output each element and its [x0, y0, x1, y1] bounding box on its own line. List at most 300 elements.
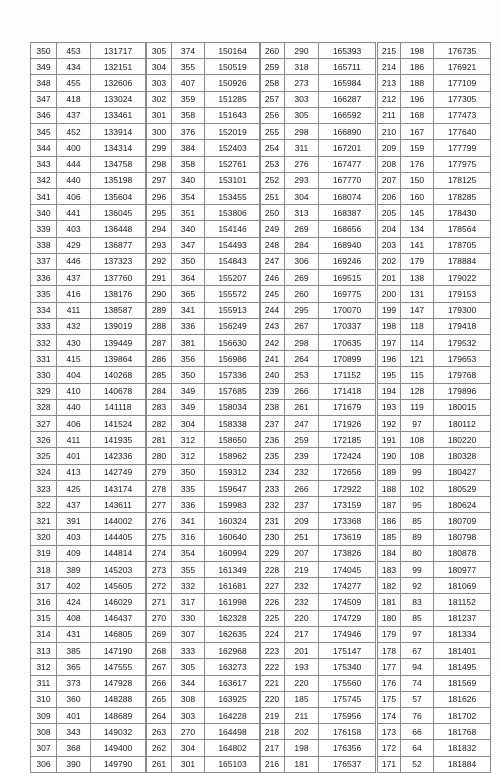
cumulative-cell: 181884: [434, 756, 491, 772]
table-row: [378, 643, 491, 659]
cumulative-cell: 145605: [91, 578, 146, 594]
cumulative-cell: 134314: [91, 140, 146, 156]
count-cell: 312: [172, 432, 205, 448]
cumulative-cell: 144814: [91, 545, 146, 561]
table-row: [31, 724, 146, 740]
table-row: [31, 270, 146, 286]
count-cell: 401: [57, 707, 91, 723]
count-cell: 266: [285, 480, 319, 496]
table-row: [260, 562, 376, 578]
score-cell: 244: [260, 302, 285, 318]
score-cell: 275: [147, 529, 172, 545]
cumulative-cell: 172185: [319, 432, 376, 448]
cumulative-cell: 160324: [205, 513, 261, 529]
count-cell: 211: [285, 707, 319, 723]
score-cell: 337: [31, 253, 57, 269]
cumulative-cell: 178564: [434, 221, 491, 237]
score-cell: 331: [31, 351, 57, 367]
table-row: [260, 237, 376, 253]
count-cell: 356: [172, 351, 205, 367]
count-cell: 232: [285, 578, 319, 594]
score-cell: 307: [31, 740, 57, 756]
table-row: [31, 610, 146, 626]
score-cell: 322: [31, 497, 57, 513]
table-row: [147, 351, 261, 367]
table-row: [378, 756, 491, 772]
score-cell: 347: [31, 91, 57, 107]
count-cell: 239: [285, 448, 319, 464]
count-cell: 365: [172, 286, 205, 302]
table-row: [31, 545, 146, 561]
count-cell: 304: [172, 740, 205, 756]
table-row: [260, 448, 376, 464]
count-cell: 340: [172, 172, 205, 188]
table-row: [378, 156, 491, 172]
count-cell: 437: [57, 107, 91, 123]
count-cell: 121: [401, 351, 434, 367]
table-row: [378, 383, 491, 399]
cumulative-cell: 173159: [319, 497, 376, 513]
cumulative-cell: 161349: [205, 562, 261, 578]
count-cell: 332: [172, 578, 205, 594]
table-row: [147, 140, 261, 156]
cumulative-cell: 180220: [434, 432, 491, 448]
table-row: [147, 318, 261, 334]
count-cell: 108: [401, 448, 434, 464]
count-cell: 97: [401, 416, 434, 432]
score-cell: 222: [260, 659, 285, 675]
table-row: [378, 416, 491, 432]
count-cell: 188: [401, 75, 434, 91]
count-cell: 269: [285, 221, 319, 237]
score-cell: 241: [260, 351, 285, 367]
count-cell: 373: [57, 675, 91, 691]
cumulative-cell: 158338: [205, 416, 261, 432]
count-cell: 360: [57, 691, 91, 707]
table-row: [378, 513, 491, 529]
table-row: [378, 659, 491, 675]
cumulative-cell: 177305: [434, 91, 491, 107]
cumulative-cell: 137323: [91, 253, 146, 269]
cumulative-cell: 140268: [91, 367, 146, 383]
cumulative-cell: 181069: [434, 578, 491, 594]
table-row: [378, 691, 491, 707]
score-cell: 230: [260, 529, 285, 545]
table-row: [147, 545, 261, 561]
table-row: [260, 643, 376, 659]
table-row: [378, 75, 491, 91]
table-row: [31, 691, 146, 707]
table-row: [147, 740, 261, 756]
score-cell: 203: [378, 237, 401, 253]
score-cell: 193: [378, 399, 401, 415]
table-row: [147, 497, 261, 513]
cumulative-cell: 146437: [91, 610, 146, 626]
count-cell: 85: [401, 610, 434, 626]
cumulative-cell: 157336: [205, 367, 261, 383]
table-row: [378, 724, 491, 740]
count-cell: 119: [401, 399, 434, 415]
score-cell: 323: [31, 480, 57, 496]
cumulative-cell: 156630: [205, 334, 261, 350]
score-cell: 173: [378, 724, 401, 740]
cumulative-cell: 131717: [91, 43, 146, 59]
score-cell: 174: [378, 707, 401, 723]
score-cell: 336: [31, 270, 57, 286]
cumulative-cell: 178125: [434, 172, 491, 188]
cumulative-cell: 132606: [91, 75, 146, 91]
count-cell: 381: [172, 334, 205, 350]
count-cell: 217: [285, 626, 319, 642]
count-cell: 57: [401, 691, 434, 707]
cumulative-cell: 146805: [91, 626, 146, 642]
count-cell: 181: [285, 756, 319, 772]
score-cell: 243: [260, 318, 285, 334]
cumulative-cell: 137760: [91, 270, 146, 286]
score-cell: 329: [31, 383, 57, 399]
score-cell: 196: [378, 351, 401, 367]
cumulative-cell: 180878: [434, 545, 491, 561]
score-cell: 215: [378, 43, 401, 59]
table-row: [260, 626, 376, 642]
score-cell: 180: [378, 610, 401, 626]
score-cell: 269: [147, 626, 172, 642]
score-cell: 342: [31, 172, 57, 188]
score-cell: 317: [31, 578, 57, 594]
count-cell: 336: [172, 497, 205, 513]
cumulative-cell: 181401: [434, 643, 491, 659]
table-row: [147, 659, 261, 675]
count-cell: 358: [172, 107, 205, 123]
count-cell: 453: [57, 43, 91, 59]
table-row: [147, 480, 261, 496]
cumulative-cell: 154493: [205, 237, 261, 253]
count-cell: 102: [401, 480, 434, 496]
count-cell: 415: [57, 351, 91, 367]
table-row: [147, 253, 261, 269]
table-row: [31, 464, 146, 480]
table-row: [260, 497, 376, 513]
table-row: [260, 124, 376, 140]
table-row: [31, 756, 146, 772]
score-cell: 348: [31, 75, 57, 91]
score-cell: 219: [260, 707, 285, 723]
table-row: [31, 399, 146, 415]
count-cell: 429: [57, 237, 91, 253]
score-cell: 270: [147, 610, 172, 626]
count-cell: 273: [285, 75, 319, 91]
score-cell: 201: [378, 270, 401, 286]
cumulative-cell: 178884: [434, 253, 491, 269]
count-cell: 355: [172, 562, 205, 578]
table-row: [260, 107, 376, 123]
cumulative-cell: 160640: [205, 529, 261, 545]
table-row: [378, 124, 491, 140]
count-cell: 437: [57, 270, 91, 286]
table-row: [147, 221, 261, 237]
table-row: [147, 610, 261, 626]
count-cell: 253: [285, 367, 319, 383]
count-cell: 418: [57, 91, 91, 107]
count-cell: 390: [57, 756, 91, 772]
cumulative-cell: 180112: [434, 416, 491, 432]
table-row: [147, 188, 261, 204]
table-row: [147, 270, 261, 286]
count-cell: 341: [172, 302, 205, 318]
table-row: [31, 75, 146, 91]
score-cell: 260: [260, 43, 285, 59]
count-cell: 350: [172, 464, 205, 480]
score-table-column-2: [146, 42, 261, 773]
table-row: [260, 188, 376, 204]
cumulative-cell: 167477: [319, 156, 376, 172]
table-row: [31, 740, 146, 756]
table-row: [378, 237, 491, 253]
count-cell: 74: [401, 675, 434, 691]
score-cell: 274: [147, 545, 172, 561]
table-row: [260, 172, 376, 188]
count-cell: 403: [57, 529, 91, 545]
table-row: [378, 707, 491, 723]
count-cell: 317: [172, 594, 205, 610]
score-cell: 177: [378, 659, 401, 675]
score-cell: 325: [31, 448, 57, 464]
cumulative-cell: 149400: [91, 740, 146, 756]
table-row: [31, 416, 146, 432]
count-cell: 150: [401, 172, 434, 188]
count-cell: 316: [172, 529, 205, 545]
cumulative-cell: 165984: [319, 75, 376, 91]
cumulative-cell: 155207: [205, 270, 261, 286]
cumulative-cell: 181569: [434, 675, 491, 691]
score-cell: 343: [31, 156, 57, 172]
cumulative-cell: 145203: [91, 562, 146, 578]
count-cell: 115: [401, 367, 434, 383]
table-row: [31, 513, 146, 529]
table-row: [378, 432, 491, 448]
cumulative-cell: 138587: [91, 302, 146, 318]
table-row: [31, 172, 146, 188]
cumulative-cell: 156249: [205, 318, 261, 334]
table-row: [31, 529, 146, 545]
cumulative-cell: 166890: [319, 124, 376, 140]
score-cell: 226: [260, 594, 285, 610]
table-row: [31, 675, 146, 691]
score-cell: 339: [31, 221, 57, 237]
count-cell: 198: [401, 43, 434, 59]
count-cell: 313: [285, 205, 319, 221]
score-cell: 296: [147, 188, 172, 204]
score-table-column-4: [377, 42, 491, 773]
score-cell: 320: [31, 529, 57, 545]
score-cell: 278: [147, 480, 172, 496]
count-cell: 138: [401, 270, 434, 286]
score-cell: 220: [260, 691, 285, 707]
score-cell: 256: [260, 107, 285, 123]
cumulative-cell: 147928: [91, 675, 146, 691]
count-cell: 185: [285, 691, 319, 707]
score-cell: 332: [31, 334, 57, 350]
cumulative-cell: 168656: [319, 221, 376, 237]
count-cell: 259: [285, 432, 319, 448]
table-row: [31, 367, 146, 383]
score-cell: 261: [147, 756, 172, 772]
count-cell: 201: [285, 643, 319, 659]
score-cell: 191: [378, 432, 401, 448]
count-cell: 440: [57, 172, 91, 188]
table-row: [378, 302, 491, 318]
score-cell: 199: [378, 302, 401, 318]
cumulative-cell: 170899: [319, 351, 376, 367]
table-row: [147, 432, 261, 448]
cumulative-cell: 178285: [434, 188, 491, 204]
cumulative-cell: 144405: [91, 529, 146, 545]
table-row: [31, 124, 146, 140]
table-row: [378, 578, 491, 594]
count-cell: 441: [57, 205, 91, 221]
cumulative-cell: 179300: [434, 302, 491, 318]
count-cell: 293: [285, 172, 319, 188]
cumulative-cell: 155572: [205, 286, 261, 302]
cumulative-cell: 177640: [434, 124, 491, 140]
score-cell: 176: [378, 675, 401, 691]
cumulative-cell: 177109: [434, 75, 491, 91]
table-row: [378, 107, 491, 123]
table-row: [31, 643, 146, 659]
score-cell: 198: [378, 318, 401, 334]
cumulative-cell: 153101: [205, 172, 261, 188]
score-cell: 216: [260, 756, 285, 772]
table-row: [31, 351, 146, 367]
table-row: [260, 464, 376, 480]
cumulative-cell: 173368: [319, 513, 376, 529]
table-row: [147, 643, 261, 659]
cumulative-cell: 179153: [434, 286, 491, 302]
score-cell: 330: [31, 367, 57, 383]
table-row: [147, 237, 261, 253]
cumulative-cell: 162968: [205, 643, 261, 659]
table-row: [260, 334, 376, 350]
table-row: [147, 691, 261, 707]
count-cell: 312: [172, 448, 205, 464]
count-cell: 76: [401, 707, 434, 723]
cumulative-cell: 140678: [91, 383, 146, 399]
count-cell: 94: [401, 659, 434, 675]
table-row: [378, 318, 491, 334]
score-cell: 179: [378, 626, 401, 642]
cumulative-cell: 139449: [91, 334, 146, 350]
count-cell: 430: [57, 334, 91, 350]
cumulative-cell: 146029: [91, 594, 146, 610]
count-cell: 374: [172, 43, 205, 59]
cumulative-cell: 179896: [434, 383, 491, 399]
cumulative-cell: 175956: [319, 707, 376, 723]
table-row: [378, 253, 491, 269]
table-row: [147, 707, 261, 723]
cumulative-cell: 134758: [91, 156, 146, 172]
count-cell: 409: [57, 545, 91, 561]
table-row: [31, 594, 146, 610]
cumulative-cell: 163273: [205, 659, 261, 675]
score-cell: 324: [31, 464, 57, 480]
table-row: [31, 448, 146, 464]
table-row: [147, 756, 261, 772]
count-cell: 411: [57, 302, 91, 318]
cumulative-cell: 155913: [205, 302, 261, 318]
count-cell: 304: [285, 188, 319, 204]
count-cell: 237: [285, 497, 319, 513]
table-row: [260, 140, 376, 156]
cumulative-cell: 179532: [434, 334, 491, 350]
count-cell: 269: [285, 270, 319, 286]
table-row: [378, 610, 491, 626]
score-cell: 283: [147, 399, 172, 415]
count-cell: 343: [57, 724, 91, 740]
count-cell: 301: [172, 756, 205, 772]
score-cell: 233: [260, 480, 285, 496]
score-cell: 264: [147, 707, 172, 723]
cumulative-cell: 158034: [205, 399, 261, 415]
cumulative-cell: 132151: [91, 59, 146, 75]
cumulative-cell: 161998: [205, 594, 261, 610]
count-cell: 66: [401, 724, 434, 740]
table-row: [260, 610, 376, 626]
table-row: [260, 318, 376, 334]
score-cell: 206: [378, 188, 401, 204]
count-cell: 251: [285, 529, 319, 545]
count-cell: 425: [57, 480, 91, 496]
cumulative-cell: 180529: [434, 480, 491, 496]
score-cell: 197: [378, 334, 401, 350]
score-cell: 288: [147, 318, 172, 334]
score-cell: 246: [260, 270, 285, 286]
table-row: [31, 659, 146, 675]
count-cell: 347: [172, 237, 205, 253]
table-row: [260, 545, 376, 561]
cumulative-cell: 142749: [91, 464, 146, 480]
count-cell: 303: [172, 707, 205, 723]
count-cell: 437: [57, 497, 91, 513]
score-cell: 334: [31, 302, 57, 318]
table-row: [260, 91, 376, 107]
count-cell: 80: [401, 545, 434, 561]
count-cell: 416: [57, 286, 91, 302]
table-row: [31, 497, 146, 513]
score-cell: 289: [147, 302, 172, 318]
count-cell: 209: [285, 513, 319, 529]
count-cell: 410: [57, 383, 91, 399]
table-row: [260, 432, 376, 448]
table-row: [31, 578, 146, 594]
count-cell: 350: [172, 253, 205, 269]
cumulative-cell: 176356: [319, 740, 376, 756]
count-cell: 432: [57, 318, 91, 334]
score-cell: 321: [31, 513, 57, 529]
cumulative-cell: 136448: [91, 221, 146, 237]
cumulative-cell: 177975: [434, 156, 491, 172]
cumulative-cell: 165711: [319, 59, 376, 75]
count-cell: 108: [401, 432, 434, 448]
table-row: [147, 513, 261, 529]
cumulative-cell: 150164: [205, 43, 261, 59]
table-row: [147, 334, 261, 350]
table-row: [31, 562, 146, 578]
count-cell: 311: [285, 140, 319, 156]
cumulative-cell: 152019: [205, 124, 261, 140]
table-row: [378, 399, 491, 415]
count-cell: 364: [172, 270, 205, 286]
table-row: [31, 432, 146, 448]
